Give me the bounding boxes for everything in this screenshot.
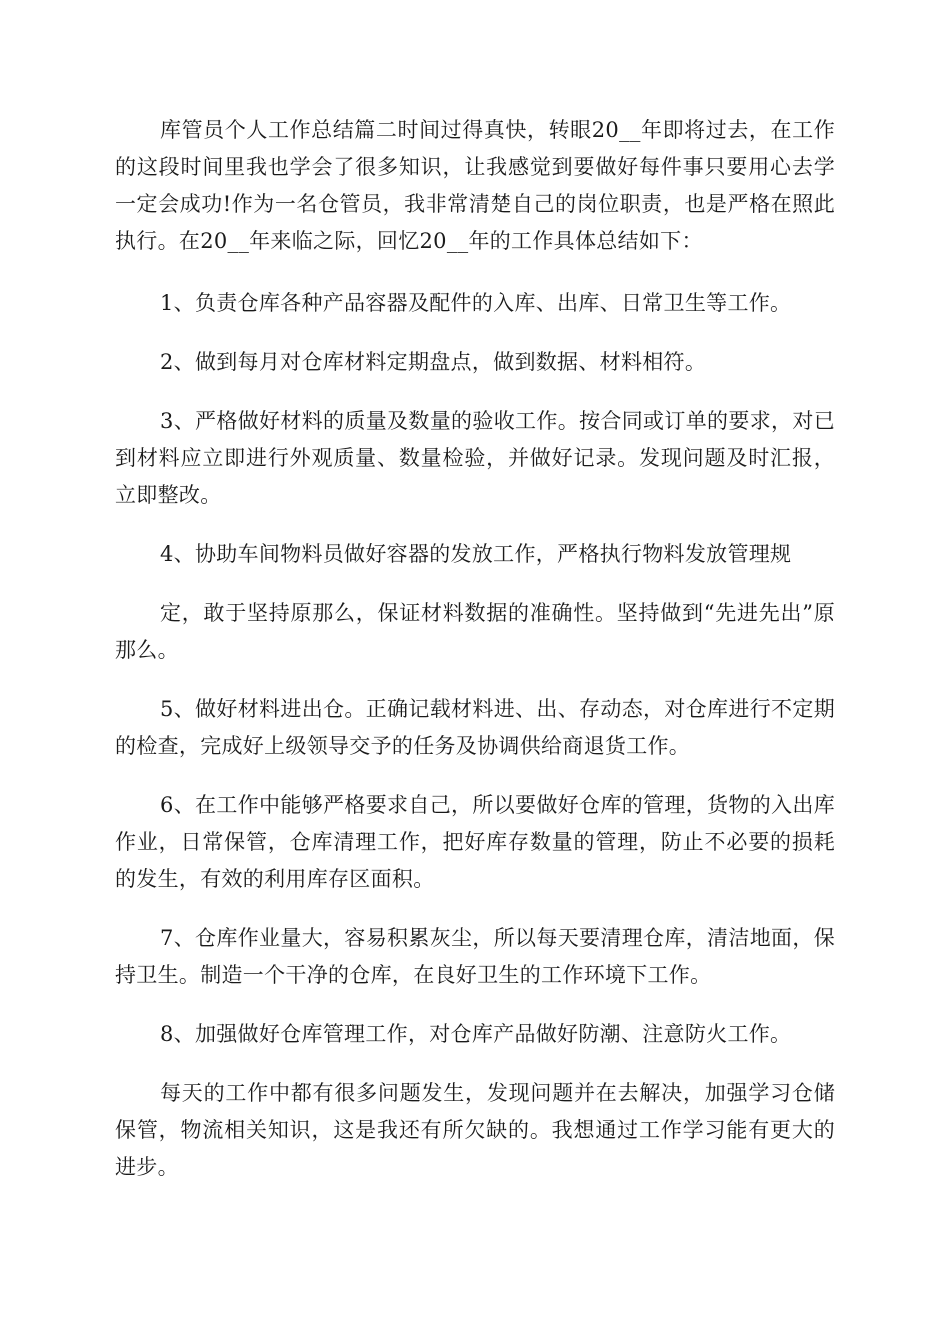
list-item-4-continued: 定，敢于坚持原那么，保证材料数据的准确性。坚持做到“先进先出”原那么。 bbox=[115, 601, 835, 662]
list-item-7: 7、仓库作业量大，容易积累灰尘，所以每天要清理仓库，清洁地面，保持卫生。制造一个干净的仓库，在良好卫生的工作环境下工作。 bbox=[115, 926, 835, 987]
document-body bbox=[115, 112, 835, 1186]
list-item-2: 2、做到每月对仓库材料定期盘点，做到数据、材料相符。 bbox=[160, 350, 707, 374]
list-item-4: 4、协助车间物料员做好容器的发放工作，严格执行物料发放管理规 bbox=[160, 542, 792, 566]
closing-paragraph: 每天的工作中都有很多问题发生，发现问题并在去解决，加强学习仓储保管，物流相关知识，这是我还有所欠缺的。我想通过工作学习能有更大的进步。 bbox=[115, 1081, 835, 1179]
intro-paragraph: 库管员个人工作总结篇二时间过得真快，转眼20__年即将过去，在工作的这段时间里我也学会了很多知识，让我感觉到要做好每件事只要用心去学一定会成功!作为一名仓管员，我非常清楚自己的岗位职责，也是严格在照此执行。在20__年来临之际，回忆20__年的工作具体总结如下： bbox=[115, 118, 835, 253]
list-item-5: 5、做好材料进出仓。正确记载材料进、出、存动态，对仓库进行不定期的检查，完成好上级领导交予的任务及协调供给商退货工作。 bbox=[115, 697, 835, 758]
list-item-6: 6、在工作中能够严格要求自己，所以要做好仓库的管理，货物的入出库作业，日常保管，仓库清理工作，把好库存数量的管理，防止不必要的损耗的发生，有效的利用库存区面积。 bbox=[115, 793, 835, 891]
list-item-3: 3、严格做好材料的质量及数量的验收工作。按合同或订单的要求，对已到材料应立即进行外观质量、数量检验，并做好记录。发现问题及时汇报，立即整改。 bbox=[115, 409, 835, 507]
list-item-1: 1、负责仓库各种产品容器及配件的入库、出库、日常卫生等工作。 bbox=[160, 291, 792, 315]
list-item-8: 8、加强做好仓库管理工作，对仓库产品做好防潮、注意防火工作。 bbox=[160, 1022, 792, 1046]
